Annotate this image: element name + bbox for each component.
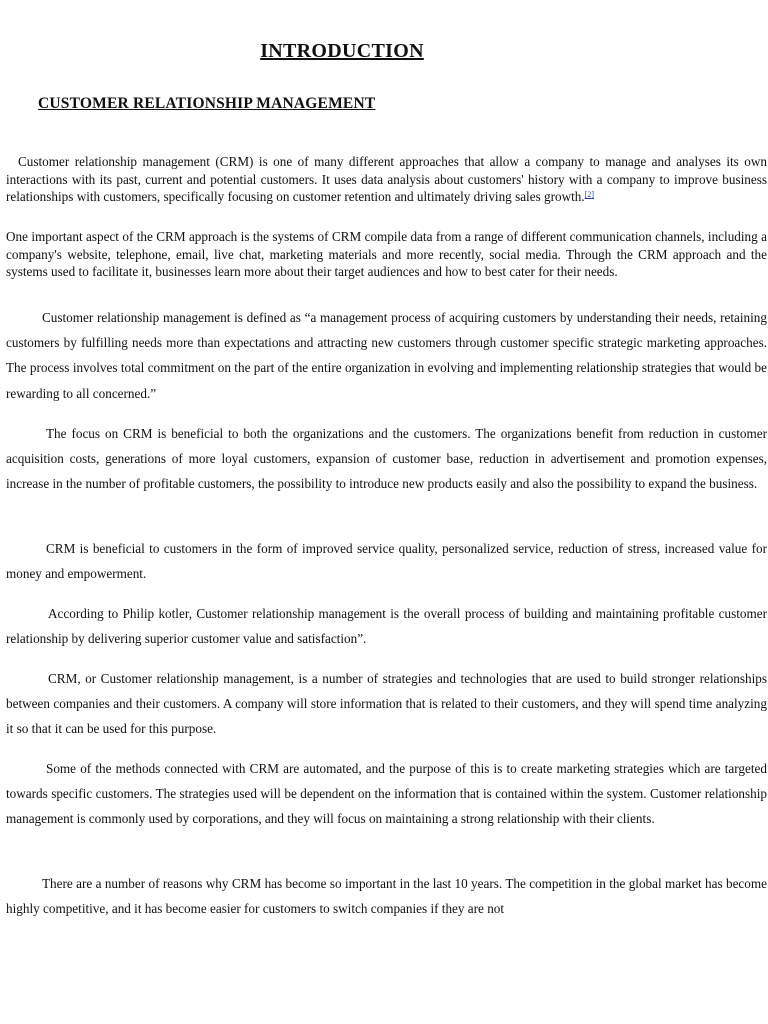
paragraph-crm-strategies bbox=[6, 666, 767, 742]
paragraph-crm-importance bbox=[6, 871, 767, 921]
paragraph-text: According to Philip kotler, Customer relationship management is the overall process of building and maintaining profitable customer relationship by delivering superior customer value and satisfaction”. bbox=[6, 606, 767, 647]
paragraph-text: Customer relationship management is defined as “a management process of acquiring customers by understanding their needs, retaining customers by fulfilling needs more than expectations and attracting new customers through customer specific strategic marketing approaches. The process involves total commitment on the part of the entire organization in evolving and implementing relationship strategies that would be rewarding to all concerned.” bbox=[6, 310, 767, 401]
paragraph-crm-benefits-customers bbox=[6, 536, 767, 586]
paragraph-text: CRM is beneficial to customers in the form of improved service quality, personalized service, reduction of stress, increased value for money and empowerment. bbox=[6, 541, 767, 582]
paragraph-text: Some of the methods connected with CRM are automated, and the purpose of this is to create marketing strategies which are targeted towards specific customers. The strategies used will be dependent on the information that is contained within the system. Customer relationship management is commonly used by corporations, and they will focus on maintaining a strong relationship with their clients. bbox=[6, 761, 767, 827]
paragraph-text: There are a number of reasons why CRM has become so important in the last 10 years. The competition in the global market has become highly competitive, and it has become easier for customers to switch companies if they are not bbox=[6, 876, 767, 917]
section-heading: CUSTOMER RELATIONSHIP MANAGEMENT bbox=[38, 95, 376, 112]
footnote-link[interactable]: [2] bbox=[584, 190, 594, 199]
paragraph-crm-systems bbox=[6, 228, 767, 281]
paragraph-text: The focus on CRM is beneficial to both the organizations and the customers. The organizations benefit from reduction in customer acquisition costs, generations of more loyal customers, expansion of customer base, reduction in advertisement and promotion expenses, increase in the number of profitable customers, the possibility to introduce new products easily and also the possibility to expand the business. bbox=[6, 426, 767, 492]
paragraph-crm-methods bbox=[6, 756, 767, 832]
document-title: INTRODUCTION bbox=[260, 40, 424, 62]
paragraph-crm-defined bbox=[6, 305, 767, 406]
paragraph-crm-benefits-organizations bbox=[6, 421, 767, 497]
paragraph-text: Customer relationship management (CRM) is one of many different approaches that allow a company to manage and analyses its own interactions with its past, current and potential customers. It uses data analysis about customers' history with a company to improve business relationships with customers, specifically focusing on customer retention and ultimately driving sales growth. bbox=[6, 154, 767, 204]
paragraph-text: CRM, or Customer relationship management, is a number of strategies and technologies that are used to build stronger relationships between companies and their customers. A company will store information that is related to their customers, and they will spend time analyzing it so that it can be used for this purpose. bbox=[6, 671, 767, 737]
paragraph-kotler-definition bbox=[6, 601, 767, 651]
paragraph-crm-definition bbox=[6, 153, 767, 206]
paragraph-text: One important aspect of the CRM approach is the systems of CRM compile data from a range of different communication channels, including a company's website, telephone, email, live chat, marketing materials and more recently, social media. Through the CRM approach and the systems used to facilitate it, businesses learn more about their target audiences and how to best cater for their needs. bbox=[6, 229, 767, 279]
